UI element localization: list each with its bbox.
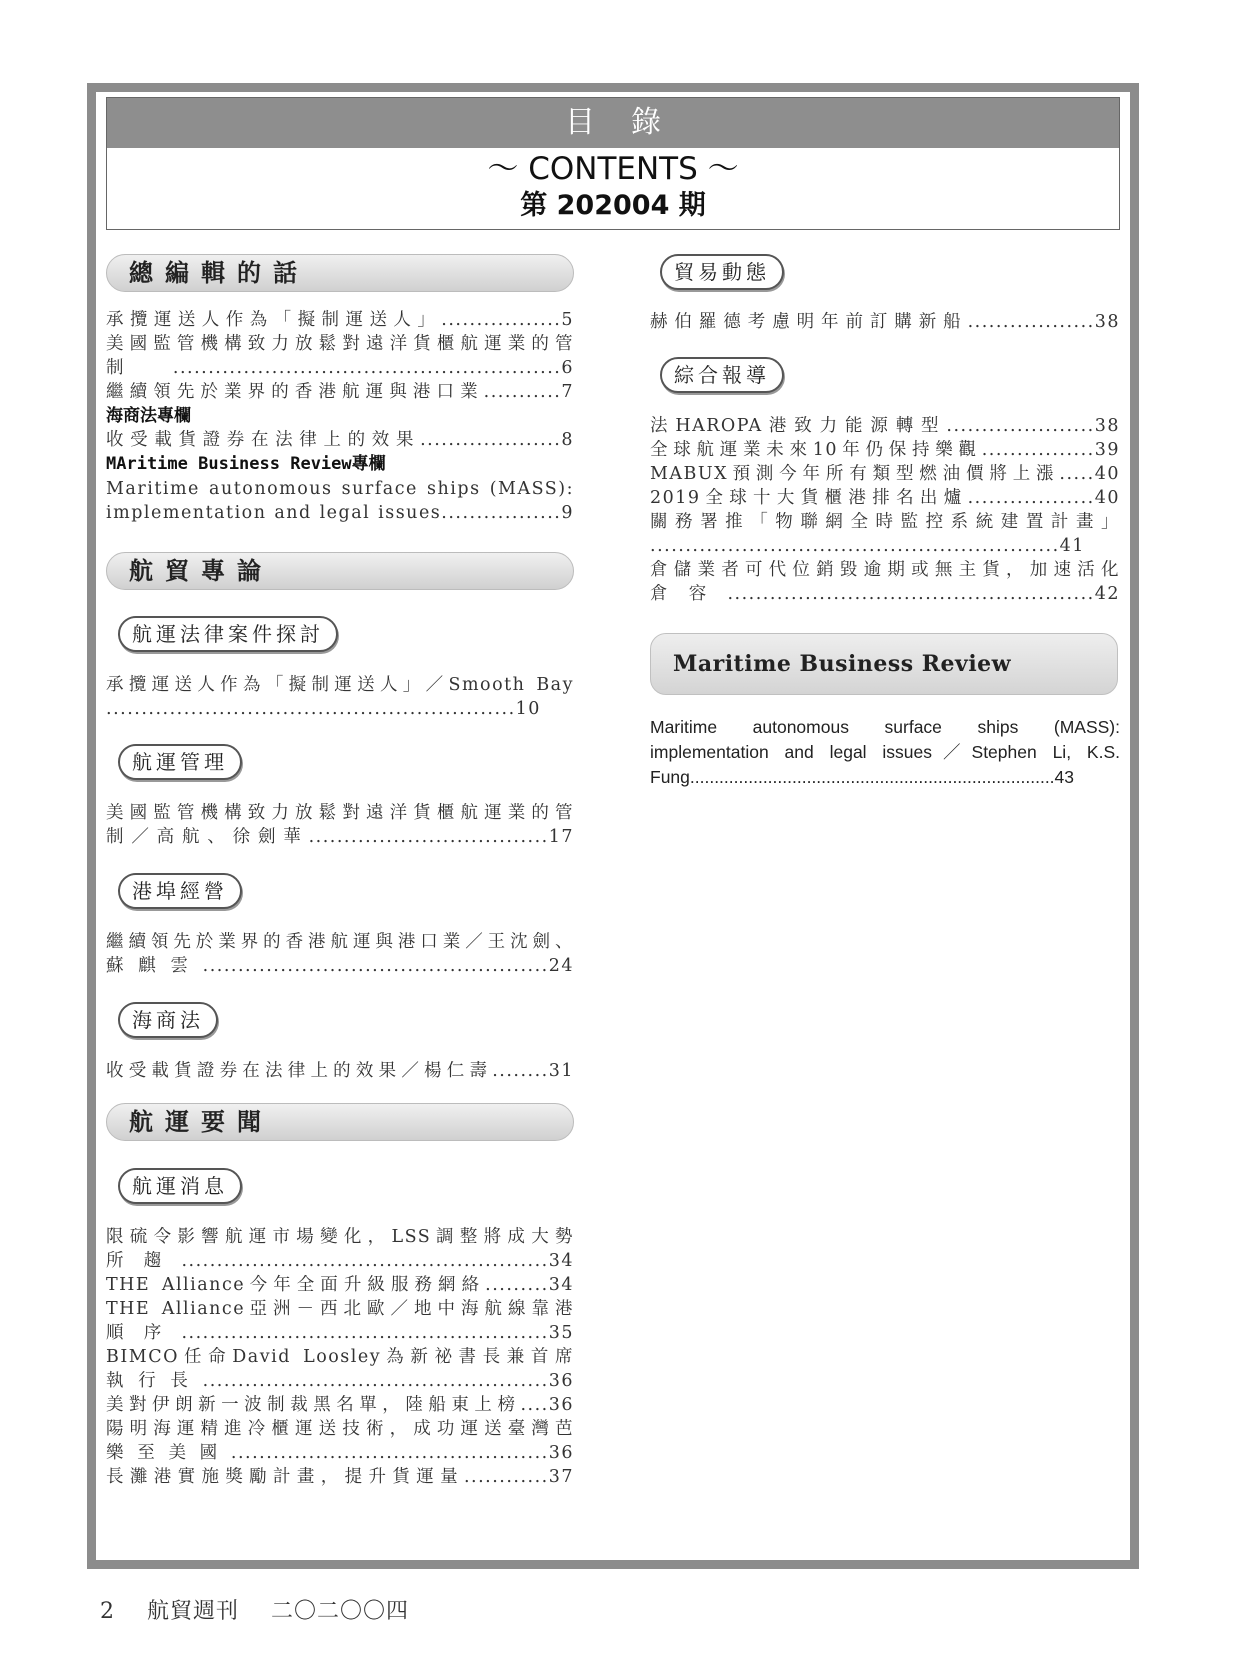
- toc-line[interactable]: 長灘港實施獎勵計畫，提升貨運量............37: [106, 1467, 574, 1487]
- toc-line[interactable]: 執行長.................................................36: [106, 1371, 574, 1391]
- toc-line[interactable]: 順序....................................................35: [106, 1323, 574, 1343]
- toc-line[interactable]: 2019全球十大貨櫃港排名出爐..................40: [650, 488, 1120, 508]
- toc-line[interactable]: ..........................................................41: [650, 536, 1085, 556]
- pill-trade-trends: 貿易動態: [660, 254, 784, 290]
- header-title-zh: 目錄: [107, 98, 1119, 148]
- pill-shipping-law-cases: 航運法律案件探討: [118, 616, 338, 652]
- toc-line[interactable]: 美國監管機構致力放鬆對遠洋貨櫃航運業的管: [106, 803, 574, 823]
- toc-line[interactable]: 全球航運業未來10年仍保持樂觀................39: [650, 440, 1120, 460]
- toc-line[interactable]: 限硫令影響航運市場變化，LSS調整將成大勢: [106, 1227, 574, 1247]
- toc-line[interactable]: 所趨....................................................34: [106, 1251, 574, 1271]
- toc-line[interactable]: Fung...........................................................................43: [650, 767, 1075, 787]
- toc-line[interactable]: 繼續領先於業界的香港航運與港口業／王沈劍、: [106, 932, 574, 952]
- toc-entry-group: [106, 1059, 574, 1083]
- toc-line[interactable]: 制／高航、徐劍華..................................17: [106, 827, 574, 847]
- toc-line[interactable]: 陽明海運精進冷櫃運送技術，成功運送臺灣芭: [106, 1419, 574, 1439]
- toc-line[interactable]: 蘇麒雲.................................................24: [106, 956, 574, 976]
- magazine-name: 航貿週刊: [147, 1599, 240, 1624]
- pill-general-reports: 綜合報導: [660, 357, 784, 393]
- header-issue: 第 202004 期: [520, 190, 706, 221]
- pill-maritime-law: 海商法: [118, 1002, 218, 1038]
- toc-line[interactable]: BIMCO任命David Loosley為新祕書長兼首席: [106, 1347, 574, 1367]
- toc-line[interactable]: Maritime autonomous surface ships (MASS):: [106, 479, 574, 499]
- toc-line[interactable]: 樂至美國.............................................36: [106, 1443, 574, 1463]
- toc-line[interactable]: 赫伯羅德考慮明年前訂購新船..................38: [650, 312, 1120, 332]
- toc-line[interactable]: 倉儲業者可代位銷毀逾期或無主貨，加速活化: [650, 560, 1120, 580]
- page-footer: [100, 1594, 433, 1625]
- subheading-mbr-column: MAritime Business Review專欄: [106, 454, 386, 474]
- toc-line[interactable]: 美對伊朗新一波制裁黑名單，陸船東上榜....36: [106, 1395, 574, 1415]
- toc-entry-group: [650, 414, 1120, 606]
- page-number: 2: [100, 1599, 115, 1624]
- toc-entry-group: [106, 930, 574, 978]
- subheading-maritime-law-column: 海商法專欄: [106, 406, 191, 426]
- toc-line[interactable]: 倉容....................................................42: [650, 584, 1120, 604]
- contents-header: [106, 97, 1120, 230]
- toc-line[interactable]: MABUX預測今年所有類型燃油價將上漲.....40: [650, 464, 1120, 484]
- toc-line[interactable]: 法HAROPA港致力能源轉型.....................38: [650, 416, 1120, 436]
- pill-port-operations: 港埠經營: [118, 873, 242, 909]
- toc-line[interactable]: 制.......................................................6: [106, 358, 574, 378]
- toc-entry-group: [106, 428, 574, 452]
- toc-line[interactable]: 承攬運送人作為「擬制運送人」.................5: [106, 310, 574, 330]
- toc-entry-group: [106, 477, 574, 525]
- toc-entry-group: [106, 673, 574, 721]
- toc-line[interactable]: 承攬運送人作為「擬制運送人」／Smooth Bay: [106, 675, 574, 695]
- toc-line[interactable]: implementation and legal issues.................9: [106, 503, 574, 523]
- pill-shipping-messages: 航運消息: [118, 1168, 242, 1204]
- toc-line[interactable]: 關務署推「物聯網全時監控系統建置計畫」: [650, 512, 1120, 532]
- toc-line[interactable]: THE Alliance亞洲－西北歐／地中海航線靠港: [106, 1299, 574, 1319]
- toc-line[interactable]: Maritime autonomous surface ships (MASS):: [650, 717, 1120, 737]
- toc-line[interactable]: THE Alliance今年全面升級服務網絡.........34: [106, 1275, 574, 1295]
- toc-line[interactable]: implementation and legal issues／Stephen Li, K.S.: [650, 742, 1120, 762]
- toc-entry-group: [650, 715, 1120, 790]
- toc-entry-group: [106, 801, 574, 849]
- pill-shipping-management: 航運管理: [118, 744, 242, 780]
- header-title-en: ～ CONTENTS ～: [487, 151, 739, 187]
- section-heading-commentary: 航貿專論: [106, 552, 574, 590]
- toc-entry-group: [106, 308, 574, 404]
- section-heading-mbr: Maritime Business Review: [650, 633, 1118, 695]
- section-heading-editor: 總編輯的話: [106, 254, 574, 292]
- section-heading-shipping-news: 航運要聞: [106, 1103, 574, 1141]
- toc-line[interactable]: 美國監管機構致力放鬆對遠洋貨櫃航運業的管: [106, 334, 574, 354]
- toc-line[interactable]: ..........................................................10: [106, 699, 541, 719]
- toc-line[interactable]: 收受載貨證券在法律上的效果／楊仁壽........31: [106, 1061, 574, 1081]
- issue-number: 二〇二〇〇四: [271, 1599, 410, 1624]
- toc-line[interactable]: 繼續領先於業界的香港航運與港口業...........7: [106, 382, 574, 402]
- toc-line[interactable]: 收受載貨證券在法律上的效果....................8: [106, 430, 574, 450]
- toc-entry-group: [106, 1225, 574, 1489]
- toc-entry-group: [650, 310, 1120, 334]
